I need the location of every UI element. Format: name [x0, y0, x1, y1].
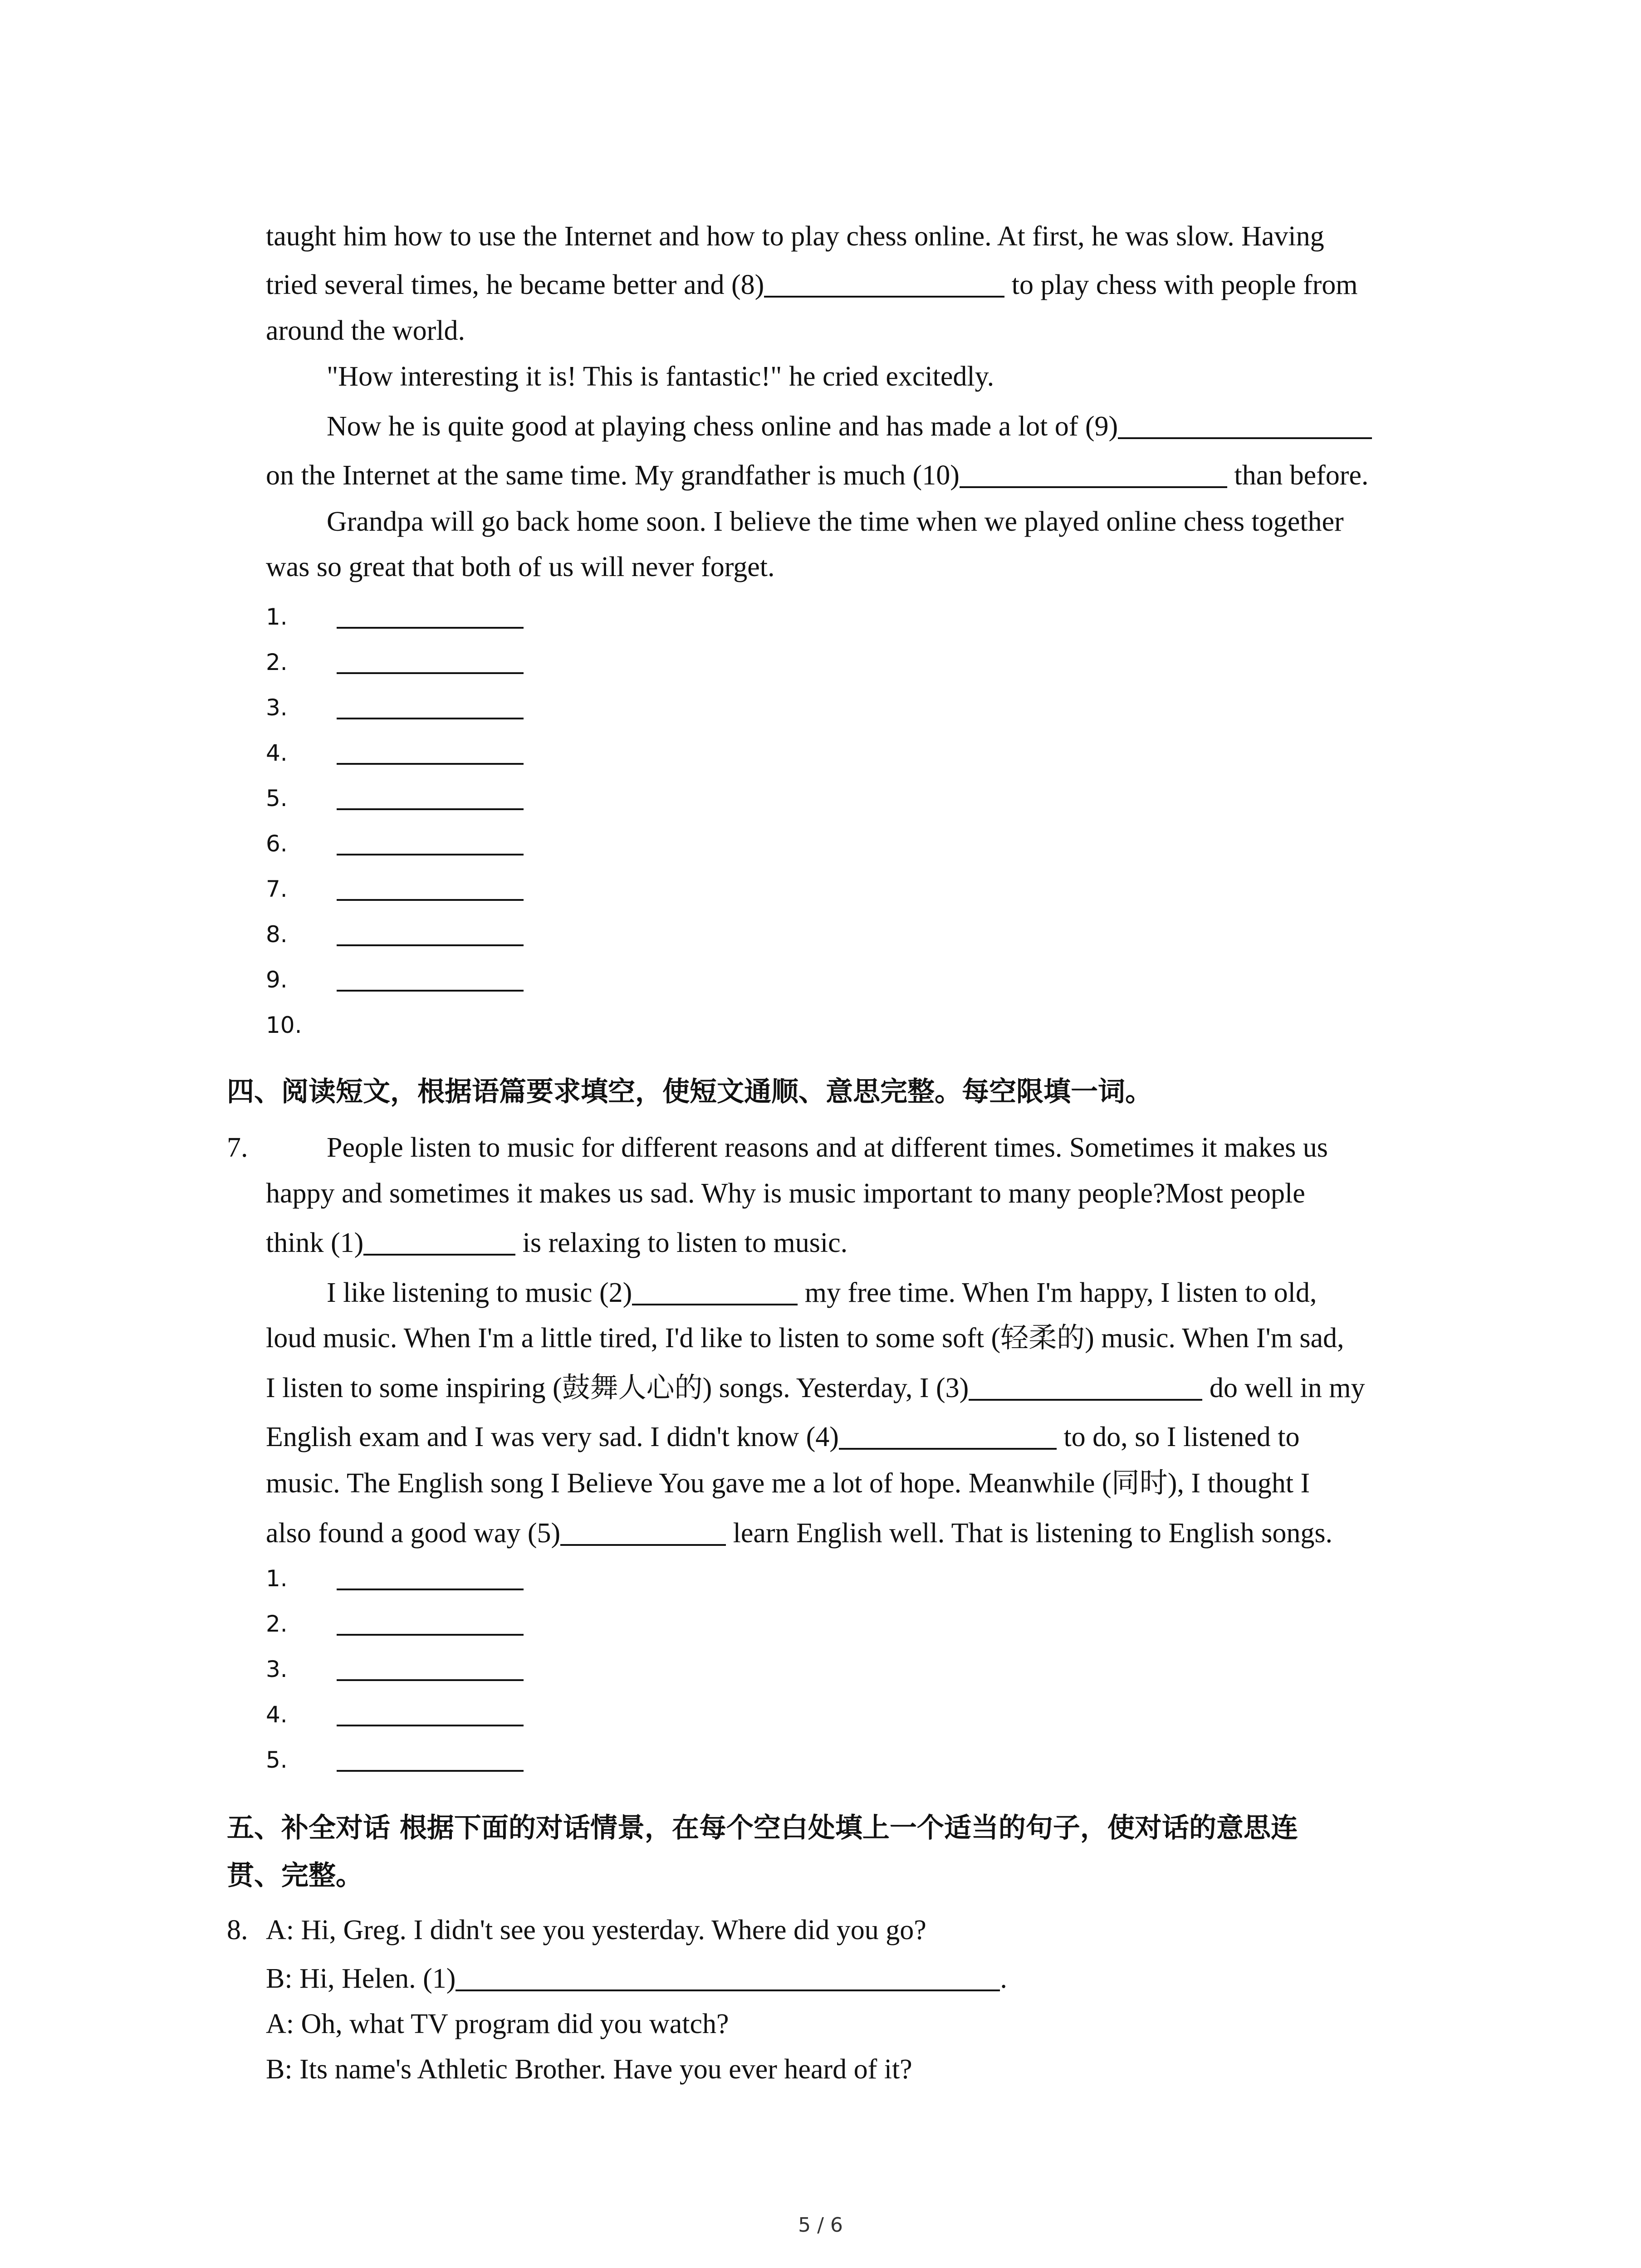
answer-line[interactable] — [337, 944, 524, 946]
answer-line[interactable] — [337, 1589, 524, 1590]
answer-number: 9. — [266, 967, 288, 993]
answer-line[interactable] — [337, 1679, 524, 1681]
dialogue-line: A: Oh, what TV program did you watch? — [266, 2009, 729, 2039]
passage-line: music. The English song I Believe You gave me a lot of hope. Meanwhile (同时), I thought I — [266, 1468, 1310, 1499]
passage-line: "How interesting it is! This is fantastic!" he cried excitedly. — [327, 361, 994, 392]
blank-2[interactable] — [632, 1276, 798, 1305]
section-5-title-continued: 贯、完整。 — [227, 1860, 363, 1892]
answer-number: 4. — [266, 740, 288, 766]
answer-number: 10. — [266, 1012, 302, 1038]
dialogue-line: A: Hi, Greg. I didn't see you yesterday. Where did you go? — [266, 1915, 926, 1945]
question-number: 7. — [227, 1132, 248, 1163]
answer-number: 2. — [266, 1611, 288, 1637]
blank-9[interactable] — [1118, 410, 1372, 439]
answer-number: 1. — [266, 1565, 288, 1592]
answer-number: 1. — [266, 604, 288, 630]
answer-line[interactable] — [337, 854, 524, 855]
section-4-title: 四、阅读短文，根据语篇要求填空，使短文通顺、意思完整。每空限填一词。 — [227, 1076, 1152, 1108]
answer-number: 8. — [266, 921, 288, 948]
passage-line: around the world. — [266, 315, 465, 346]
passage-line: think (1) is relaxing to listen to music. — [266, 1227, 848, 1258]
answer-number: 7. — [266, 876, 288, 902]
answer-number: 5. — [266, 1747, 288, 1773]
answer-line[interactable] — [337, 1634, 524, 1636]
answer-number: 3. — [266, 1656, 288, 1682]
answer-line[interactable] — [337, 718, 524, 719]
passage-line: I listen to some inspiring (鼓舞人心的) songs. Yesterday, I (3) do well in my — [266, 1373, 1365, 1403]
answer-number: 4. — [266, 1701, 288, 1728]
passage-line: also found a good way (5) learn English well. That is listening to English songs. — [266, 1518, 1333, 1549]
answer-number: 2. — [266, 649, 288, 675]
answer-number: 5. — [266, 785, 288, 811]
answer-line[interactable] — [337, 1770, 524, 1772]
answer-number: 3. — [266, 694, 288, 721]
answer-line[interactable] — [337, 899, 524, 901]
blank-5[interactable] — [560, 1517, 726, 1546]
passage-line: Now he is quite good at playing chess online and has made a lot of (9) — [327, 404, 1372, 450]
section-5-title: 五、补全对话 根据下面的对话情景，在每个空白处填上一个适当的句子，使对话的意思连 — [227, 1812, 1298, 1844]
passage-line: Grandpa will go back home soon. I believe the time when we played online chess together — [327, 506, 1344, 537]
blank-1[interactable] — [363, 1227, 515, 1256]
answer-line[interactable] — [337, 1725, 524, 1726]
blank-10[interactable] — [960, 459, 1227, 488]
answer-number: 6. — [266, 831, 288, 857]
dialogue-blank-1[interactable] — [456, 1962, 1000, 1991]
blank-8[interactable] — [764, 269, 1004, 298]
passage-line: I like listening to music (2) my free time. When I'm happy, I listen to old, — [327, 1277, 1317, 1308]
question-number: 8. — [227, 1915, 248, 1945]
answer-line[interactable] — [337, 808, 524, 810]
dialogue-line: B: Hi, Helen. (1) . — [266, 1963, 1007, 1994]
page-number: 5 / 6 — [798, 2214, 843, 2237]
answer-line[interactable] — [337, 763, 524, 765]
passage-line: People listen to music for different reasons and at different times. Sometimes it makes us — [327, 1132, 1328, 1163]
blank-3[interactable] — [969, 1372, 1202, 1401]
passage-line: tried several times, he became better and (8) to play chess with people from — [266, 269, 1358, 300]
passage-line: loud music. When I'm a little tired, I'd like to listen to some soft (轻柔的) music. When I'm sad, — [266, 1323, 1344, 1354]
passage-line: on the Internet at the same time. My grandfather is much (10) than before. — [266, 460, 1369, 491]
answer-line[interactable] — [337, 627, 524, 629]
dialogue-line: B: Its name's Athletic Brother. Have you ever heard of it? — [266, 2054, 912, 2085]
passage-line: taught him how to use the Internet and how to play chess online. At first, he was slow. Having — [266, 221, 1324, 252]
passage-line: English exam and I was very sad. I didn't know (4) to do, so I listened to — [266, 1422, 1300, 1452]
answer-line[interactable] — [337, 672, 524, 674]
passage-line: happy and sometimes it makes us sad. Why is music important to many people?Most people — [266, 1178, 1305, 1209]
passage-line: was so great that both of us will never forget. — [266, 552, 775, 582]
blank-4[interactable] — [839, 1421, 1057, 1450]
answer-line[interactable] — [337, 990, 524, 992]
